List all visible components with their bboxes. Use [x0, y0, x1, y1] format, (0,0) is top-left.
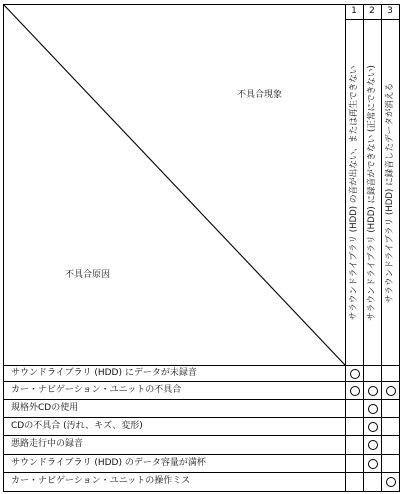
row-label-3: 規格外CDの使用 [11, 403, 79, 413]
column-title-cell-1 [345, 20, 363, 366]
mark-circle-r2-c3 [382, 382, 400, 399]
row-label-2: カー・ナビゲーション・ユニットの不具合 [11, 385, 182, 395]
column-title-cell-2 [363, 20, 381, 366]
fault-matrix-table [3, 4, 400, 492]
row-label-1: サウンドライブラリ (HDD) にデータが未録音 [11, 368, 197, 378]
row-sep [3, 399, 400, 400]
mark-circle-r2-c2 [364, 382, 382, 399]
header-diagonal [3, 4, 346, 366]
border-right [399, 4, 400, 492]
cause-label: 不具合原因 [65, 270, 111, 280]
row-label-5: 悪路走行中の録音 [11, 439, 84, 449]
mark-circle-r7-c3 [382, 473, 400, 491]
row-sep [3, 435, 400, 436]
phenomenon-label: 不具合現象 [237, 90, 283, 100]
row-label-6: サウンドライブラリ (HDD) のデータ容量が満杯 [11, 458, 206, 468]
mark-circle-r4-c2 [364, 418, 382, 435]
mark-circle-r6-c2 [364, 455, 382, 472]
row-sep [3, 417, 400, 418]
mark-circle-r2-c1 [346, 382, 364, 399]
mark-circle-r1-c1 [346, 366, 364, 381]
column-number-2: 2 [369, 6, 375, 16]
column-number-1: 1 [351, 6, 357, 16]
column-title-1: サラウンドライブラリ (HDD) の音が出ない、または再生できない [349, 65, 359, 321]
border-bottom [3, 491, 400, 492]
row-sep [3, 454, 400, 455]
row-sep [3, 472, 400, 473]
mark-circle-r3-c2 [364, 400, 382, 417]
row-sep [3, 381, 400, 382]
column-title-2: サラウンドライブラリ (HDD) に録音ができない (正常にできない) [367, 65, 377, 321]
column-number-3: 3 [387, 6, 393, 16]
row-label-4: CDの不具合 (汚れ、キズ、変形) [11, 421, 143, 431]
column-title-3: サラウンドライブラリ (HDD) に録音したデータが消える [385, 82, 395, 304]
column-title-cell-3 [381, 20, 399, 366]
mark-circle-r5-c2 [364, 436, 382, 454]
row-label-7: カー・ナビゲーション・ユニットの操作ミス [11, 476, 191, 486]
